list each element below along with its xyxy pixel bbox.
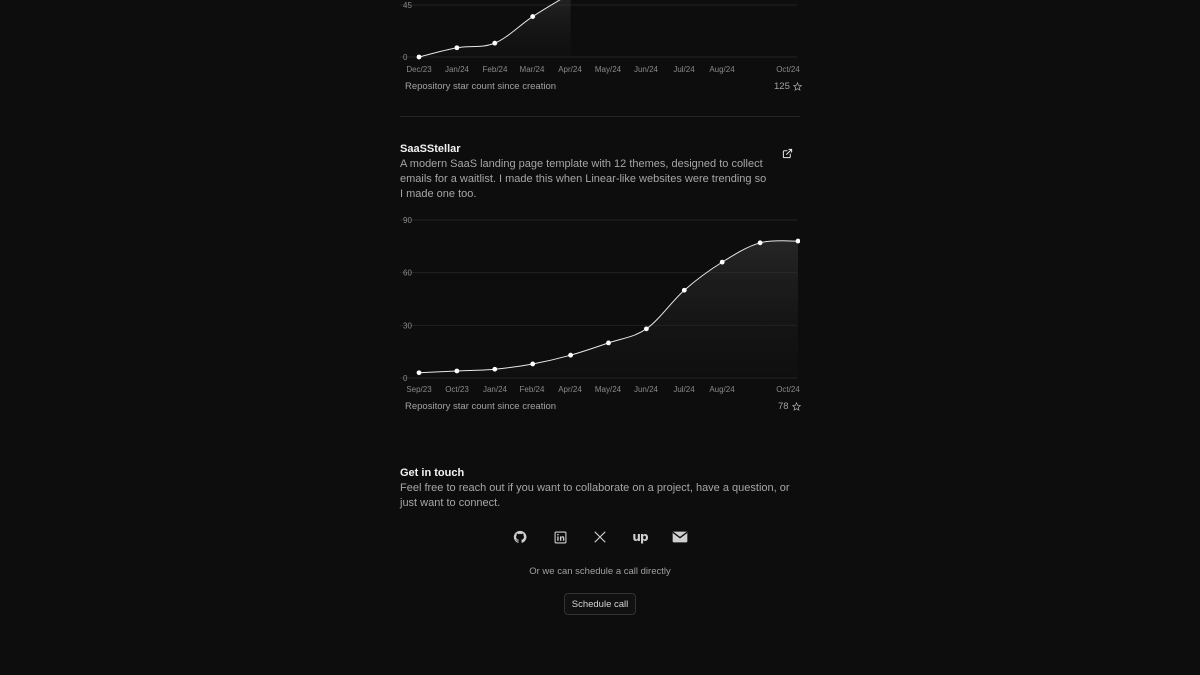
x-tick-label: May/24 — [594, 385, 622, 394]
data-point[interactable] — [606, 340, 611, 345]
schedule-text: Or we can schedule a call directly — [529, 566, 671, 577]
y-tick-label: 45 — [403, 1, 412, 10]
x-tick-label: Feb/24 — [482, 65, 508, 74]
x-tick-label: Sep/23 — [406, 385, 432, 394]
star-count-value: 125 — [774, 81, 790, 92]
data-point[interactable] — [720, 260, 725, 265]
star-count-value: 78 — [778, 401, 789, 412]
x-tick-label: Jun/24 — [633, 65, 659, 74]
chart-1-caption: Repository star count since creation — [405, 81, 557, 92]
data-point[interactable] — [492, 41, 497, 46]
y-tick-label: 30 — [403, 321, 412, 331]
project-title: SaaSStellar — [400, 143, 461, 155]
x-tick-label: Apr/24 — [558, 65, 582, 74]
x-tick-label: May/24 — [594, 65, 622, 74]
x-tick-label: Jan/24 — [444, 65, 470, 74]
x-tick-label: Aug/24 — [709, 65, 735, 74]
area-fill — [419, 0, 571, 57]
area-fill — [419, 241, 798, 378]
data-point[interactable] — [417, 370, 422, 375]
x-tick-label: Mar/24 — [519, 65, 545, 74]
y-tick-label: 90 — [403, 216, 412, 225]
star-chart-2 — [400, 212, 800, 398]
chart-2-caption: Repository star count since creation — [405, 401, 557, 412]
x-tick-label: Jan/24 — [482, 385, 508, 394]
data-point[interactable] — [455, 45, 460, 50]
schedule-call-button[interactable]: Schedule call — [564, 593, 636, 615]
contact-description: Feel free to reach out if you want to collaborate on a project, have a question, or just want to connect. — [400, 482, 790, 509]
data-point[interactable] — [758, 240, 763, 245]
data-point[interactable] — [492, 367, 497, 372]
x-tick-label: Jun/24 — [633, 385, 659, 394]
x-tick-label: Jul/24 — [673, 65, 695, 74]
x-icon[interactable] — [590, 529, 610, 545]
upwork-icon[interactable]: up — [632, 530, 648, 544]
chart-1-star-count — [774, 81, 802, 92]
data-point[interactable] — [455, 369, 460, 374]
x-tick-label: Oct/23 — [445, 385, 469, 394]
linkedin-icon[interactable] — [550, 529, 570, 545]
star-icon — [792, 402, 801, 411]
x-tick-label: Dec/23 — [406, 65, 432, 74]
contact-title: Get in touch — [400, 467, 465, 479]
external-link-icon[interactable] — [782, 148, 793, 159]
section-divider — [400, 116, 800, 117]
x-tick-label: Oct/24 — [776, 385, 800, 394]
social-links — [510, 529, 690, 545]
mail-icon[interactable] — [670, 529, 690, 545]
github-icon[interactable] — [510, 529, 530, 545]
data-point[interactable] — [530, 14, 535, 19]
project-description: A modern SaaS landing page template with 12 themes, designed to collect emails for a waitlist. I made this when Linear-like websites were trending so I made one too. — [400, 158, 767, 200]
y-tick-label: 0 — [403, 374, 408, 383]
chart-2-star-count — [778, 401, 801, 412]
data-point[interactable] — [568, 353, 573, 358]
x-tick-label: Oct/24 — [776, 65, 800, 74]
data-point[interactable] — [417, 55, 422, 60]
data-point[interactable] — [644, 326, 649, 331]
x-tick-label: Aug/24 — [709, 385, 735, 394]
y-tick-label: 60 — [403, 268, 412, 278]
x-tick-label: Apr/24 — [558, 385, 582, 394]
x-tick-label: Feb/24 — [519, 385, 545, 394]
data-point[interactable] — [682, 288, 687, 293]
x-tick-label: Jul/24 — [673, 385, 695, 394]
y-tick-label: 0 — [403, 53, 408, 62]
star-icon — [793, 82, 802, 91]
star-chart-1 — [400, 0, 800, 80]
data-point[interactable] — [530, 362, 535, 367]
